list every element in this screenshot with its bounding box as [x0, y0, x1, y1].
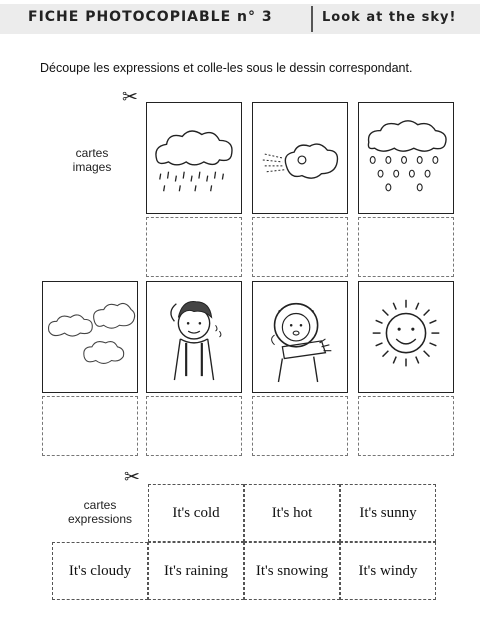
paste-slot-7 — [358, 396, 454, 456]
sun-icon — [359, 282, 453, 392]
expression-card-raining[interactable]: It's raining — [148, 542, 244, 600]
header-divider — [311, 6, 313, 32]
paste-slot-4 — [42, 396, 138, 456]
hail-snow-cloud-icon — [359, 103, 453, 213]
scissors-icon: ✂ — [124, 467, 140, 488]
paste-slot-5 — [146, 396, 242, 456]
clouds-icon — [43, 282, 137, 392]
paste-slot-2 — [252, 217, 348, 277]
scissors-icon: ✂ — [122, 87, 138, 108]
picture-card-hot — [146, 281, 242, 393]
paste-slot-3 — [358, 217, 454, 277]
picture-card-cold — [252, 281, 348, 393]
picture-card-clouds — [42, 281, 138, 393]
page-title: Look at the sky! — [322, 10, 457, 25]
expression-card-windy[interactable]: It's windy — [340, 542, 436, 600]
paste-slot-6 — [252, 396, 348, 456]
expression-card-sunny[interactable]: It's sunny — [340, 484, 436, 542]
paste-slot-1 — [146, 217, 242, 277]
rain-cloud-icon — [147, 103, 241, 213]
picture-card-sun — [358, 281, 454, 393]
expression-card-cloudy[interactable]: It's cloudy — [52, 542, 148, 600]
picture-card-wind — [252, 102, 348, 214]
expression-card-snowing[interactable]: It's snowing — [244, 542, 340, 600]
image-cards-label: cartes images — [72, 146, 112, 174]
instruction-text: Découpe les expressions et colle-les sous le dessin correspondant. — [40, 61, 413, 75]
worksheet-label: FICHE PHOTOCOPIABLE n° 3 — [28, 9, 273, 25]
cold-person-icon — [253, 282, 347, 392]
hot-person-icon — [147, 282, 241, 392]
picture-card-rain — [146, 102, 242, 214]
expression-cards-label: cartes expressions — [67, 498, 133, 526]
expression-card-hot[interactable]: It's hot — [244, 484, 340, 542]
picture-card-hail — [358, 102, 454, 214]
wind-cloud-icon — [253, 103, 347, 213]
expression-card-cold[interactable]: It's cold — [148, 484, 244, 542]
